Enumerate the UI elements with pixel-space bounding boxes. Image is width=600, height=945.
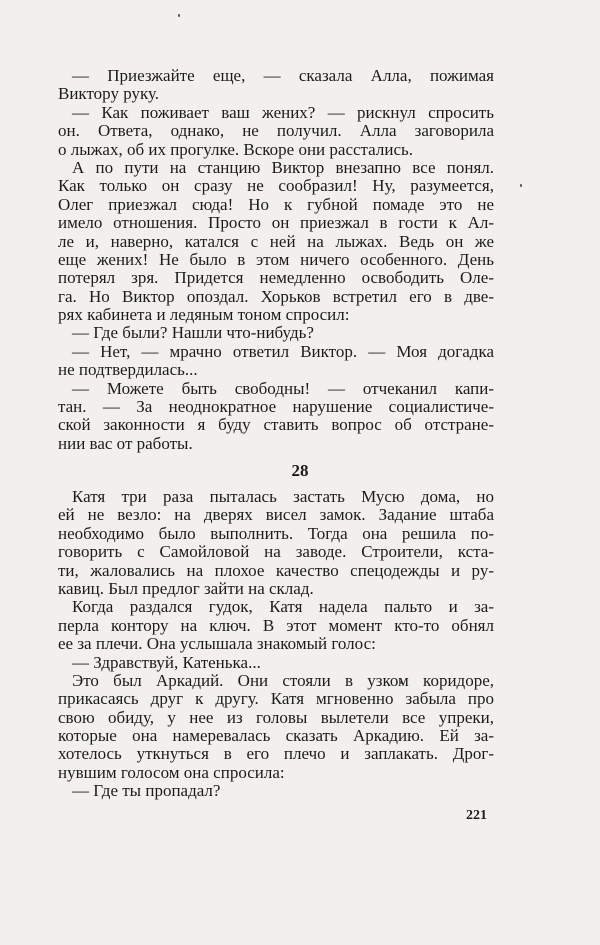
text-line: прикасаясь друг к другу. Катя мгновенно забыла про: [58, 690, 494, 709]
text-line: А по пути на станцию Виктор внезапно все понял.: [72, 158, 494, 177]
text-line: — Здравствуй, Катенька...: [72, 653, 261, 672]
text-line: о лыжах, об их прогулке. Вскоре они расстались.: [58, 140, 413, 159]
text-line: га. Но Виктор опоздал. Хорьков встретил его в две-: [58, 287, 494, 306]
paragraph: [58, 488, 494, 598]
text-line: — Приезжайте еще, — сказала Алла, пожимая: [72, 67, 494, 85]
text-line: тан. — За неоднократное нарушение социалистиче-: [58, 398, 494, 417]
text-line: потерял зря. Придется немедленно освободить Оле-: [58, 269, 494, 288]
text-line: Это был Аркадий. Они стояли в узком коридоре,: [72, 671, 494, 690]
text-line: ти, жаловались на плохое качество спецодежды и ру-: [58, 561, 494, 580]
paragraph: [58, 324, 494, 342]
page-number: 221: [466, 808, 487, 823]
text-line: Когда раздался гудок, Катя надела пальто и за-: [72, 598, 494, 617]
text-line: не подтвердилась...: [58, 361, 198, 380]
text-line: нувшим голосом она спросила:: [58, 763, 285, 782]
text-line: Как только он сразу не сообразил! Ну, разумеется,: [58, 177, 494, 196]
text-line: кавиц. Был предлог зайти на склад.: [58, 579, 314, 598]
paragraph: [58, 159, 494, 325]
text-line: — Можете быть свободны! — отчеканил капи-: [72, 379, 494, 398]
text-line: говорить с Самойловой на заводе. Строители, кста-: [58, 543, 494, 562]
text-line: перла контору на ключ. В этот момент кто-то обнял: [58, 616, 494, 635]
text-line: еще жених! Не было в этом ничего особенного. День: [58, 250, 494, 269]
paragraph: [58, 654, 494, 672]
text-line: имело отношения. Просто он приезжал в гости к Ал-: [58, 214, 494, 233]
text-line: — Нет, — мрачно ответил Виктор. — Моя догадка: [72, 342, 494, 361]
text-block-bottom: [58, 488, 494, 801]
text-line: свою обиду, у нее из головы вылетели все упреки,: [58, 708, 494, 727]
text-line: — Где ты пропадал?: [72, 782, 221, 801]
text-line: рях кабинета и ледяным тоном спросил:: [58, 306, 350, 325]
paragraph: [58, 104, 494, 159]
paragraph: [58, 672, 494, 782]
paragraph: [58, 782, 494, 800]
print-speck: [520, 184, 522, 187]
paragraph: [58, 67, 494, 104]
text-line: ей не везло: на дверях висел замок. Задание штаба: [58, 506, 494, 525]
text-line: ее за плечи. Она услышала знакомый голос:: [58, 635, 376, 654]
text-line: Катя три раза пыталась застать Мусю дома, но: [72, 488, 494, 506]
text-line: ской законности я буду ставить вопрос об отстране-: [58, 416, 494, 435]
paragraph: [58, 343, 494, 380]
text-line: хотелось уткнуться в его плечо и заплакать. Дрог-: [58, 745, 494, 764]
text-block-top: [58, 67, 494, 453]
text-line: Виктору руку.: [58, 85, 160, 104]
text-line: — Где были? Нашли что-нибудь?: [72, 324, 314, 343]
text-line: необходимо было выполнить. Тогда она решила по-: [58, 524, 494, 543]
text-line: нии вас от работы.: [58, 434, 193, 453]
paragraph: [58, 380, 494, 454]
text-line: он. Ответа, однако, не получил. Алла заговорила: [58, 122, 494, 141]
text-line: — Как поживает ваш жених? — рискнул спросить: [72, 103, 494, 122]
text-line: Олег приезжал сюда! Но к губной помаде это не: [58, 195, 494, 214]
paragraph: [58, 598, 494, 653]
print-speck: [178, 14, 180, 17]
chapter-number: 28: [291, 461, 309, 480]
text-line: ле и, наверно, катался с ней на лыжах. Ведь он же: [58, 232, 494, 251]
text-line: которые она намеревалась сказать Аркадию. Ей за-: [58, 727, 494, 746]
